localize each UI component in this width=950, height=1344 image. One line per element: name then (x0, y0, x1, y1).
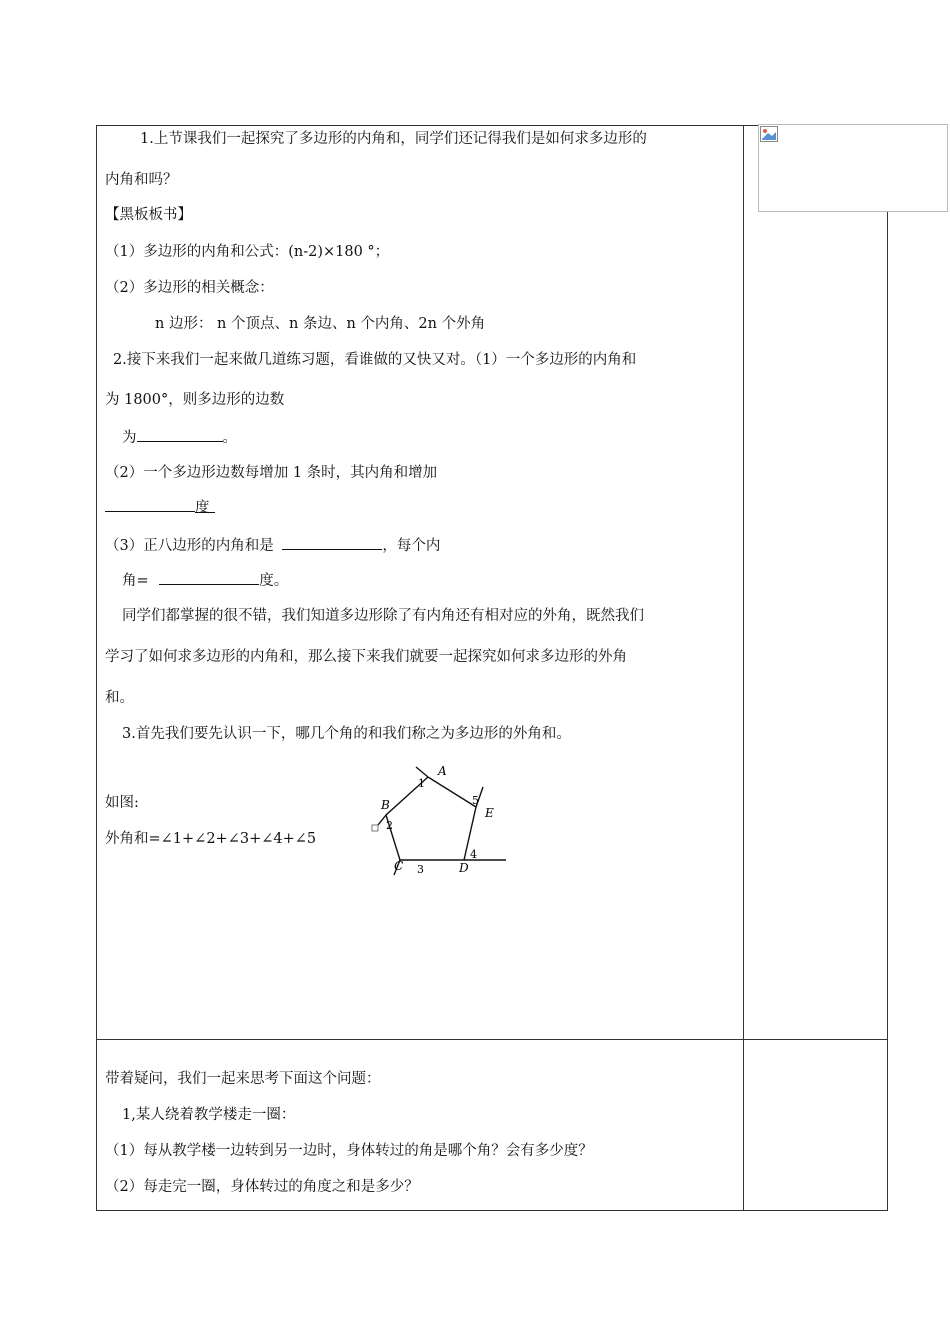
paragraph-line-2: 学习了如何求多边形的内角和，那么接下来我们就要一起探究如何求多边形的外角 (105, 649, 627, 665)
blackboard-title: 【黑板板书】 (105, 207, 192, 223)
section-2-sub-1: （1）每从教学楼一边转到另一边时，身体转过的角是哪个角？会有多少度？ (105, 1143, 593, 1159)
paragraph-line-1: 同学们都掌握的很不错，我们知道多边形除了有内角还有相对应的外角，既然我们 (122, 608, 644, 624)
angle-label-4: 4 (470, 848, 477, 861)
vertex-label-a: A (438, 764, 447, 778)
answer-blank-1[interactable] (137, 427, 223, 442)
formula-line: （1）多边形的内角和公式：(n-2)×180 °； (105, 244, 390, 260)
figure-caption: 如图: (105, 795, 139, 811)
question-2-3-suffix: ，每个内 (382, 538, 441, 554)
section-2-item-1: 1,某人绕着教学楼走一圈： (122, 1107, 296, 1123)
table-row-divider (96, 1039, 888, 1040)
exterior-angle-sum: 外角和=∠1+∠2+∠3+∠4+∠5 (105, 831, 317, 847)
question-1-line-1: 1.上节课我们一起探究了多边形的内角和，同学们还记得我们是如何求多边形的 (140, 131, 647, 147)
question-2-line-2: 为 1800°，则多边形的边数 (105, 392, 285, 408)
question-2-3b-suffix: 度。 (259, 573, 289, 589)
pentagon-outline (386, 777, 476, 860)
section-2-sub-2: （2）每走完一圈，身体转过的角度之和是多少？ (105, 1179, 419, 1195)
vertex-label-d: D (459, 861, 469, 875)
question-2-line-1: 2.接下来我们一起来做几道练习题，看谁做的又快又对。（1）一个多边形的内角和 (113, 352, 637, 368)
vertex-label-c: C (394, 859, 404, 873)
concepts-title: （2）多边形的相关概念： (105, 280, 274, 296)
question-2-2-answer (105, 497, 215, 518)
question-1-line-2: 内角和吗？ (105, 172, 178, 188)
question-3: 3.首先我们要先认识一下，哪几个角的和我们称之为多边形的外角和。 (122, 726, 571, 742)
extension-b (378, 815, 386, 825)
section-2-intro: 带着疑问，我们一起来思考下面这个问题： (105, 1071, 381, 1087)
question-2-prefix: 为 (122, 430, 137, 446)
extension-a (416, 767, 428, 777)
answer-blank-2[interactable] (105, 497, 195, 512)
angle-label-5: 5 (472, 794, 479, 807)
vertex-label-b: B (381, 798, 390, 812)
paragraph-line-3: 和。 (105, 690, 134, 706)
answer-blank-2-unit: 度 (195, 498, 215, 513)
question-2-3b (122, 570, 288, 591)
question-2-3b-prefix: 角= (122, 573, 149, 589)
concepts-line: n 边形： n 个顶点、n 条边、n 个内角、2n 个外角 (155, 316, 486, 332)
pentagon-figure (368, 757, 508, 882)
small-square-marker (372, 825, 378, 831)
angle-label-1: 1 (418, 777, 425, 790)
answer-blank-3[interactable] (282, 535, 382, 550)
question-2-line-3 (122, 427, 237, 448)
table-column-divider (743, 125, 744, 1211)
angle-label-3: 3 (417, 863, 424, 876)
side-note-box (758, 124, 948, 212)
broken-image-icon (760, 126, 778, 142)
question-2-2: （2）一个多边形边数每增加 1 条时，其内角和增加 (105, 465, 438, 481)
vertex-label-e: E (485, 806, 494, 820)
question-2-suffix: 。 (222, 430, 237, 446)
answer-blank-4[interactable] (159, 570, 259, 585)
angle-label-2: 2 (386, 819, 393, 832)
question-2-3-prefix: （3）正八边形的内角和是 (105, 538, 274, 554)
question-2-3 (105, 535, 440, 556)
